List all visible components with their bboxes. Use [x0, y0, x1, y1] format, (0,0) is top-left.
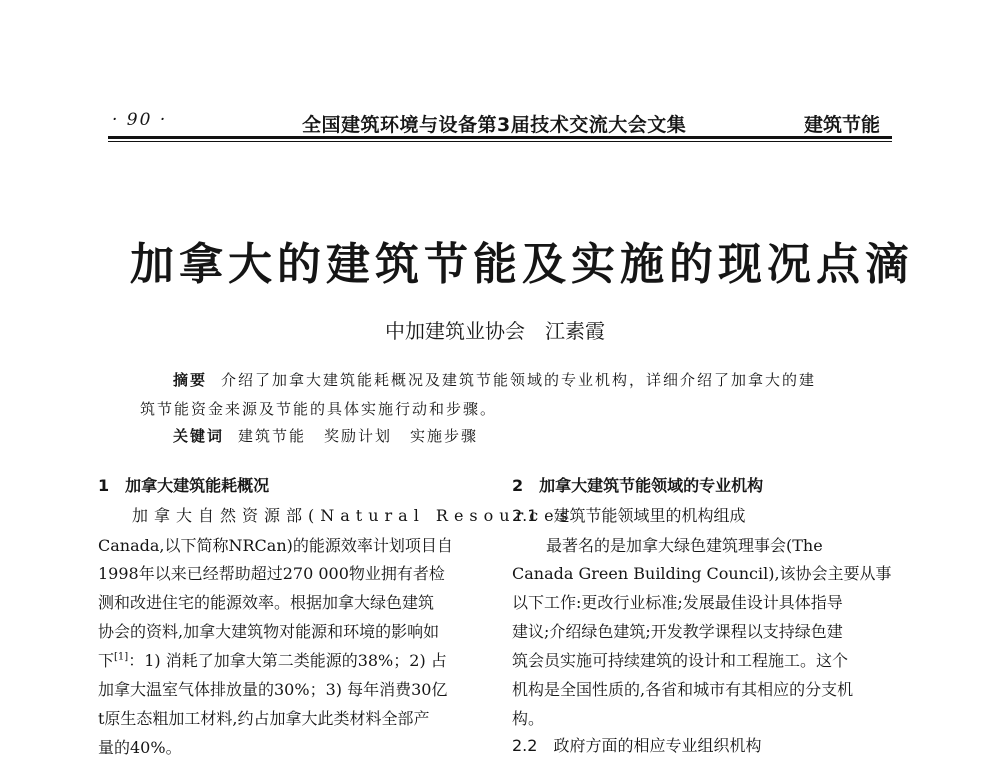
- left-body-line: 1998年以来已经帮助超过270 000物业拥有者检: [98, 564, 445, 583]
- left-body-line: 协会的资料,加拿大建筑物对能源和环境的影响如: [98, 622, 440, 641]
- subsection-2-2-heading: 2.2 政府方面的相应专业组织机构: [512, 736, 762, 755]
- left-body-line: 加拿大温室气体排放量的30%；3) 每年消费30亿: [98, 680, 448, 699]
- right-body-line: 最著名的是加拿大绿色建筑理事会(The: [546, 536, 823, 555]
- keyword-item: 建筑节能: [238, 427, 307, 445]
- article-author: 中加建筑业协会 江素霞: [385, 319, 605, 343]
- abstract-text-1: 介绍了加拿大建筑能耗概况及建筑节能领域的专业机构，详细介绍了加拿大的建: [221, 371, 817, 389]
- right-body-line: 机构是全国性质的,各省和城市有其相应的分支机: [512, 680, 854, 699]
- proceedings-title: 全国建筑环境与设备第3届技术交流大会文集: [302, 114, 687, 136]
- keyword-item: 实施步骤: [410, 427, 479, 445]
- right-body-line: 筑会员实施可持续建筑的设计和工程施工。这个: [512, 651, 849, 670]
- abstract-line-1: [173, 369, 816, 390]
- citation-mark: [1]: [114, 651, 129, 663]
- section-2-heading: 2 加拿大建筑节能领域的专业机构: [512, 476, 764, 495]
- section-name: 建筑节能: [804, 114, 881, 136]
- right-body-line: 建议;介绍绿色建筑;开发教学课程以支持绿色建: [512, 622, 843, 641]
- left-body-line: 加拿大自然资源部(Natural Resources: [132, 506, 574, 525]
- header-rule-thick: [108, 136, 892, 139]
- keywords: [173, 425, 496, 446]
- left-body-line: t原生态粗加工材料,约占加拿大此类材料全部产: [98, 709, 430, 728]
- left-body-rest: ：1) 消耗了加拿大第二类能源的38%；2) 占: [128, 651, 447, 670]
- subsection-2-1-heading: 2.1 建筑节能领域里的机构组成: [512, 506, 746, 525]
- abstract-label: 摘要: [173, 371, 208, 389]
- left-body-line: 量的40%。: [98, 738, 182, 757]
- page-number: · 90 ·: [112, 110, 168, 130]
- header-rule-thin: [108, 141, 892, 142]
- keywords-label: 关键词: [173, 427, 225, 445]
- right-body-line: 构。: [512, 709, 545, 728]
- left-body-prefix: 下: [98, 651, 115, 670]
- abstract-line-2: 筑节能资金来源及节能的具体实施行动和步骤。: [140, 400, 498, 418]
- left-body-line: Canada,以下简称NRCan)的能源效率计划项目自: [98, 536, 453, 555]
- section-1-heading: 1 加拿大建筑能耗概况: [98, 476, 270, 495]
- keyword-item: 奖励计划: [324, 427, 393, 445]
- right-body-line: 以下工作:更改行业标准;发展最佳设计具体指导: [512, 593, 843, 612]
- article-title: 加拿大的建筑节能及实施的现况点滴: [130, 239, 914, 290]
- left-body-line: 测和改进住宅的能源效率。根据加拿大绿色建筑: [98, 593, 435, 612]
- left-body-line-with-citation: [98, 648, 447, 671]
- right-body-line: Canada Green Building Council),该协会主要从事: [512, 564, 892, 583]
